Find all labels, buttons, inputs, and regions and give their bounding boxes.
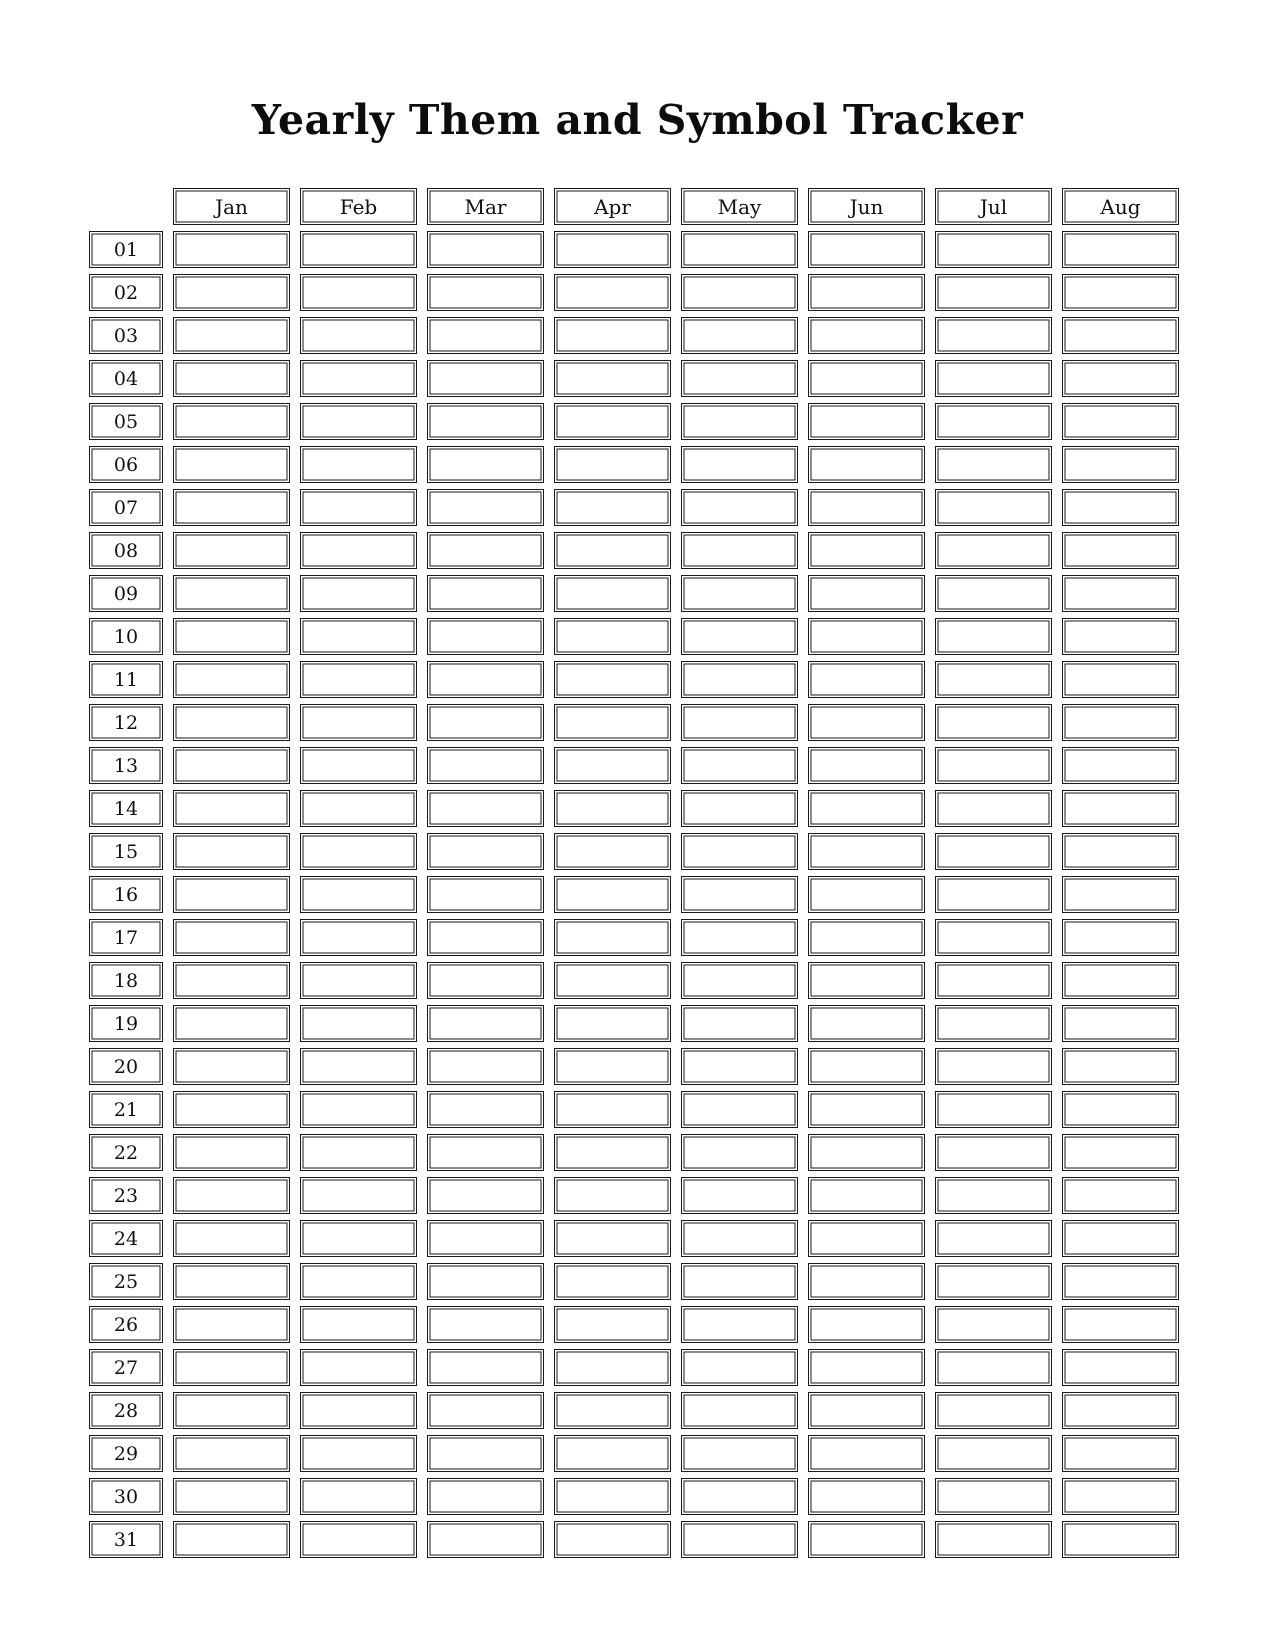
- day-label-07: 07: [89, 489, 163, 526]
- entry-cell-apr-04[interactable]: [554, 360, 671, 397]
- entry-cell-apr-05[interactable]: [554, 403, 671, 440]
- entry-cell-jul-11[interactable]: [935, 661, 1052, 698]
- entry-cell-aug-21[interactable]: [1062, 1091, 1179, 1128]
- entry-cell-jun-16[interactable]: [808, 876, 925, 913]
- entry-cell-mar-17[interactable]: [427, 919, 544, 956]
- entry-cell-jan-16[interactable]: [173, 876, 290, 913]
- entry-cell-jun-09[interactable]: [808, 575, 925, 612]
- entry-cell-mar-10[interactable]: [427, 618, 544, 655]
- entry-cell-may-03[interactable]: [681, 317, 798, 354]
- entry-cell-apr-09[interactable]: [554, 575, 671, 612]
- entry-cell-apr-07[interactable]: [554, 489, 671, 526]
- day-label-25: 25: [89, 1263, 163, 1300]
- month-header-jan: Jan: [173, 188, 290, 225]
- entry-cell-jan-07[interactable]: [173, 489, 290, 526]
- entry-cell-aug-08[interactable]: [1062, 532, 1179, 569]
- entry-cell-mar-27[interactable]: [427, 1349, 544, 1386]
- entry-cell-may-24[interactable]: [681, 1220, 798, 1257]
- entry-cell-feb-12[interactable]: [300, 704, 417, 741]
- entry-cell-mar-13[interactable]: [427, 747, 544, 784]
- entry-cell-jan-06[interactable]: [173, 446, 290, 483]
- entry-cell-feb-29[interactable]: [300, 1435, 417, 1472]
- page-title: Yearly Them and Symbol Tracker: [251, 96, 1024, 144]
- entry-cell-mar-29[interactable]: [427, 1435, 544, 1472]
- entry-cell-may-17[interactable]: [681, 919, 798, 956]
- entry-cell-jan-26[interactable]: [173, 1306, 290, 1343]
- entry-cell-apr-08[interactable]: [554, 532, 671, 569]
- entry-cell-may-19[interactable]: [681, 1005, 798, 1042]
- entry-cell-feb-20[interactable]: [300, 1048, 417, 1085]
- entry-cell-apr-20[interactable]: [554, 1048, 671, 1085]
- entry-cell-mar-04[interactable]: [427, 360, 544, 397]
- entry-cell-jul-31[interactable]: [935, 1521, 1052, 1558]
- entry-cell-may-02[interactable]: [681, 274, 798, 311]
- entry-cell-apr-18[interactable]: [554, 962, 671, 999]
- entry-cell-may-10[interactable]: [681, 618, 798, 655]
- entry-cell-mar-03[interactable]: [427, 317, 544, 354]
- day-label-20: 20: [89, 1048, 163, 1085]
- entry-cell-jul-26[interactable]: [935, 1306, 1052, 1343]
- day-label-08: 08: [89, 532, 163, 569]
- entry-cell-may-11[interactable]: [681, 661, 798, 698]
- entry-cell-jun-06[interactable]: [808, 446, 925, 483]
- entry-cell-feb-05[interactable]: [300, 403, 417, 440]
- entry-cell-aug-09[interactable]: [1062, 575, 1179, 612]
- entry-cell-jan-30[interactable]: [173, 1478, 290, 1515]
- entry-cell-mar-07[interactable]: [427, 489, 544, 526]
- day-label-11: 11: [89, 661, 163, 698]
- entry-cell-aug-24[interactable]: [1062, 1220, 1179, 1257]
- entry-cell-aug-28[interactable]: [1062, 1392, 1179, 1429]
- entry-cell-jul-25[interactable]: [935, 1263, 1052, 1300]
- entry-cell-may-26[interactable]: [681, 1306, 798, 1343]
- entry-cell-jan-03[interactable]: [173, 317, 290, 354]
- entry-cell-jul-12[interactable]: [935, 704, 1052, 741]
- entry-cell-mar-18[interactable]: [427, 962, 544, 999]
- month-header-jul: Jul: [935, 188, 1052, 225]
- entry-cell-feb-31[interactable]: [300, 1521, 417, 1558]
- entry-cell-apr-25[interactable]: [554, 1263, 671, 1300]
- entry-cell-jun-18[interactable]: [808, 962, 925, 999]
- entry-cell-jun-19[interactable]: [808, 1005, 925, 1042]
- day-label-06: 06: [89, 446, 163, 483]
- entry-cell-aug-31[interactable]: [1062, 1521, 1179, 1558]
- entry-cell-jan-05[interactable]: [173, 403, 290, 440]
- entry-cell-jun-10[interactable]: [808, 618, 925, 655]
- entry-cell-aug-30[interactable]: [1062, 1478, 1179, 1515]
- entry-cell-jul-04[interactable]: [935, 360, 1052, 397]
- entry-cell-jul-24[interactable]: [935, 1220, 1052, 1257]
- entry-cell-aug-01[interactable]: [1062, 231, 1179, 268]
- entry-cell-jan-11[interactable]: [173, 661, 290, 698]
- entry-cell-apr-24[interactable]: [554, 1220, 671, 1257]
- entry-cell-may-18[interactable]: [681, 962, 798, 999]
- day-label-02: 02: [89, 274, 163, 311]
- entry-cell-jun-08[interactable]: [808, 532, 925, 569]
- entry-cell-jun-28[interactable]: [808, 1392, 925, 1429]
- entry-cell-feb-08[interactable]: [300, 532, 417, 569]
- entry-cell-apr-12[interactable]: [554, 704, 671, 741]
- entry-cell-jul-06[interactable]: [935, 446, 1052, 483]
- entry-cell-mar-06[interactable]: [427, 446, 544, 483]
- entry-cell-apr-23[interactable]: [554, 1177, 671, 1214]
- entry-cell-feb-06[interactable]: [300, 446, 417, 483]
- day-label-26: 26: [89, 1306, 163, 1343]
- entry-cell-aug-29[interactable]: [1062, 1435, 1179, 1472]
- day-label-04: 04: [89, 360, 163, 397]
- entry-cell-jan-12[interactable]: [173, 704, 290, 741]
- month-header-mar: Mar: [427, 188, 544, 225]
- entry-cell-feb-27[interactable]: [300, 1349, 417, 1386]
- entry-cell-jun-02[interactable]: [808, 274, 925, 311]
- entry-cell-mar-05[interactable]: [427, 403, 544, 440]
- entry-cell-apr-15[interactable]: [554, 833, 671, 870]
- entry-cell-may-01[interactable]: [681, 231, 798, 268]
- entry-cell-jan-20[interactable]: [173, 1048, 290, 1085]
- entry-cell-aug-10[interactable]: [1062, 618, 1179, 655]
- entry-cell-jan-29[interactable]: [173, 1435, 290, 1472]
- entry-cell-jul-01[interactable]: [935, 231, 1052, 268]
- entry-cell-feb-26[interactable]: [300, 1306, 417, 1343]
- entry-cell-apr-11[interactable]: [554, 661, 671, 698]
- day-label-19: 19: [89, 1005, 163, 1042]
- entry-cell-aug-17[interactable]: [1062, 919, 1179, 956]
- entry-cell-jan-22[interactable]: [173, 1134, 290, 1171]
- entry-cell-may-27[interactable]: [681, 1349, 798, 1386]
- entry-cell-may-20[interactable]: [681, 1048, 798, 1085]
- entry-cell-jan-23[interactable]: [173, 1177, 290, 1214]
- entry-cell-feb-18[interactable]: [300, 962, 417, 999]
- day-label-15: 15: [89, 833, 163, 870]
- entry-cell-jan-04[interactable]: [173, 360, 290, 397]
- day-label-05: 05: [89, 403, 163, 440]
- entry-cell-apr-16[interactable]: [554, 876, 671, 913]
- entry-cell-mar-08[interactable]: [427, 532, 544, 569]
- entry-cell-may-12[interactable]: [681, 704, 798, 741]
- entry-cell-apr-10[interactable]: [554, 618, 671, 655]
- entry-cell-aug-15[interactable]: [1062, 833, 1179, 870]
- entry-cell-aug-25[interactable]: [1062, 1263, 1179, 1300]
- entry-cell-jan-17[interactable]: [173, 919, 290, 956]
- entry-cell-jun-25[interactable]: [808, 1263, 925, 1300]
- entry-cell-mar-09[interactable]: [427, 575, 544, 612]
- entry-cell-mar-14[interactable]: [427, 790, 544, 827]
- entry-cell-may-04[interactable]: [681, 360, 798, 397]
- entry-cell-feb-14[interactable]: [300, 790, 417, 827]
- entry-cell-jul-09[interactable]: [935, 575, 1052, 612]
- day-label-29: 29: [89, 1435, 163, 1472]
- entry-cell-feb-19[interactable]: [300, 1005, 417, 1042]
- day-label-23: 23: [89, 1177, 163, 1214]
- entry-cell-jul-22[interactable]: [935, 1134, 1052, 1171]
- entry-cell-aug-14[interactable]: [1062, 790, 1179, 827]
- entry-cell-feb-07[interactable]: [300, 489, 417, 526]
- entry-cell-jul-30[interactable]: [935, 1478, 1052, 1515]
- entry-cell-jun-23[interactable]: [808, 1177, 925, 1214]
- entry-cell-may-07[interactable]: [681, 489, 798, 526]
- entry-cell-may-23[interactable]: [681, 1177, 798, 1214]
- entry-cell-jun-22[interactable]: [808, 1134, 925, 1171]
- entry-cell-mar-28[interactable]: [427, 1392, 544, 1429]
- day-label-03: 03: [89, 317, 163, 354]
- entry-cell-mar-16[interactable]: [427, 876, 544, 913]
- month-header-aug: Aug: [1062, 188, 1179, 225]
- entry-cell-jul-16[interactable]: [935, 876, 1052, 913]
- entry-cell-feb-21[interactable]: [300, 1091, 417, 1128]
- entry-cell-may-05[interactable]: [681, 403, 798, 440]
- entry-cell-jan-18[interactable]: [173, 962, 290, 999]
- entry-cell-aug-02[interactable]: [1062, 274, 1179, 311]
- entry-cell-feb-16[interactable]: [300, 876, 417, 913]
- entry-cell-feb-22[interactable]: [300, 1134, 417, 1171]
- entry-cell-feb-04[interactable]: [300, 360, 417, 397]
- entry-cell-jan-31[interactable]: [173, 1521, 290, 1558]
- entry-cell-jun-05[interactable]: [808, 403, 925, 440]
- entry-cell-feb-09[interactable]: [300, 575, 417, 612]
- entry-cell-aug-23[interactable]: [1062, 1177, 1179, 1214]
- entry-cell-jan-01[interactable]: [173, 231, 290, 268]
- entry-cell-may-06[interactable]: [681, 446, 798, 483]
- month-header-jun: Jun: [808, 188, 925, 225]
- entry-cell-jan-15[interactable]: [173, 833, 290, 870]
- entry-cell-feb-15[interactable]: [300, 833, 417, 870]
- entry-cell-aug-04[interactable]: [1062, 360, 1179, 397]
- entry-cell-mar-02[interactable]: [427, 274, 544, 311]
- entry-cell-feb-30[interactable]: [300, 1478, 417, 1515]
- entry-cell-jul-03[interactable]: [935, 317, 1052, 354]
- entry-cell-jun-21[interactable]: [808, 1091, 925, 1128]
- entry-cell-apr-06[interactable]: [554, 446, 671, 483]
- entry-cell-may-29[interactable]: [681, 1435, 798, 1472]
- entry-cell-apr-19[interactable]: [554, 1005, 671, 1042]
- entry-cell-jul-15[interactable]: [935, 833, 1052, 870]
- entry-cell-jun-29[interactable]: [808, 1435, 925, 1472]
- entry-cell-jul-08[interactable]: [935, 532, 1052, 569]
- entry-cell-jul-21[interactable]: [935, 1091, 1052, 1128]
- entry-cell-may-28[interactable]: [681, 1392, 798, 1429]
- entry-cell-feb-17[interactable]: [300, 919, 417, 956]
- entry-cell-jul-18[interactable]: [935, 962, 1052, 999]
- entry-cell-aug-11[interactable]: [1062, 661, 1179, 698]
- entry-cell-mar-25[interactable]: [427, 1263, 544, 1300]
- entry-cell-feb-23[interactable]: [300, 1177, 417, 1214]
- entry-cell-apr-03[interactable]: [554, 317, 671, 354]
- entry-cell-may-31[interactable]: [681, 1521, 798, 1558]
- entry-cell-aug-12[interactable]: [1062, 704, 1179, 741]
- entry-cell-jan-25[interactable]: [173, 1263, 290, 1300]
- entry-cell-mar-23[interactable]: [427, 1177, 544, 1214]
- entry-cell-jan-19[interactable]: [173, 1005, 290, 1042]
- entry-cell-jan-10[interactable]: [173, 618, 290, 655]
- entry-cell-jun-14[interactable]: [808, 790, 925, 827]
- entry-cell-mar-24[interactable]: [427, 1220, 544, 1257]
- entry-cell-jun-30[interactable]: [808, 1478, 925, 1515]
- entry-cell-mar-15[interactable]: [427, 833, 544, 870]
- day-label-24: 24: [89, 1220, 163, 1257]
- day-label-14: 14: [89, 790, 163, 827]
- entry-cell-jan-02[interactable]: [173, 274, 290, 311]
- entry-cell-jul-29[interactable]: [935, 1435, 1052, 1472]
- entry-cell-jun-31[interactable]: [808, 1521, 925, 1558]
- entry-cell-feb-01[interactable]: [300, 231, 417, 268]
- entry-cell-jul-10[interactable]: [935, 618, 1052, 655]
- entry-cell-jun-01[interactable]: [808, 231, 925, 268]
- entry-cell-jun-26[interactable]: [808, 1306, 925, 1343]
- entry-cell-jul-13[interactable]: [935, 747, 1052, 784]
- entry-cell-apr-14[interactable]: [554, 790, 671, 827]
- day-label-31: 31: [89, 1521, 163, 1558]
- entry-cell-jul-27[interactable]: [935, 1349, 1052, 1386]
- entry-cell-jun-03[interactable]: [808, 317, 925, 354]
- day-label-09: 09: [89, 575, 163, 612]
- entry-cell-feb-03[interactable]: [300, 317, 417, 354]
- entry-cell-apr-02[interactable]: [554, 274, 671, 311]
- entry-cell-jan-08[interactable]: [173, 532, 290, 569]
- grid-corner: [89, 188, 163, 225]
- day-label-01: 01: [89, 231, 163, 268]
- tracker-grid: [89, 188, 1179, 1558]
- entry-cell-jul-02[interactable]: [935, 274, 1052, 311]
- entry-cell-mar-11[interactable]: [427, 661, 544, 698]
- entry-cell-may-09[interactable]: [681, 575, 798, 612]
- entry-cell-mar-26[interactable]: [427, 1306, 544, 1343]
- entry-cell-may-15[interactable]: [681, 833, 798, 870]
- entry-cell-jun-07[interactable]: [808, 489, 925, 526]
- entry-cell-jul-23[interactable]: [935, 1177, 1052, 1214]
- entry-cell-jun-11[interactable]: [808, 661, 925, 698]
- entry-cell-may-30[interactable]: [681, 1478, 798, 1515]
- entry-cell-may-16[interactable]: [681, 876, 798, 913]
- entry-cell-aug-26[interactable]: [1062, 1306, 1179, 1343]
- entry-cell-apr-26[interactable]: [554, 1306, 671, 1343]
- entry-cell-jan-21[interactable]: [173, 1091, 290, 1128]
- day-label-22: 22: [89, 1134, 163, 1171]
- entry-cell-apr-27[interactable]: [554, 1349, 671, 1386]
- entry-cell-feb-11[interactable]: [300, 661, 417, 698]
- entry-cell-jun-20[interactable]: [808, 1048, 925, 1085]
- entry-cell-mar-30[interactable]: [427, 1478, 544, 1515]
- entry-cell-jul-14[interactable]: [935, 790, 1052, 827]
- entry-cell-aug-07[interactable]: [1062, 489, 1179, 526]
- entry-cell-aug-22[interactable]: [1062, 1134, 1179, 1171]
- entry-cell-jan-14[interactable]: [173, 790, 290, 827]
- day-label-21: 21: [89, 1091, 163, 1128]
- entry-cell-apr-17[interactable]: [554, 919, 671, 956]
- entry-cell-apr-13[interactable]: [554, 747, 671, 784]
- entry-cell-mar-31[interactable]: [427, 1521, 544, 1558]
- entry-cell-feb-10[interactable]: [300, 618, 417, 655]
- entry-cell-jun-15[interactable]: [808, 833, 925, 870]
- entry-cell-mar-19[interactable]: [427, 1005, 544, 1042]
- entry-cell-aug-20[interactable]: [1062, 1048, 1179, 1085]
- day-label-27: 27: [89, 1349, 163, 1386]
- month-header-apr: Apr: [554, 188, 671, 225]
- entry-cell-jan-09[interactable]: [173, 575, 290, 612]
- entry-cell-may-13[interactable]: [681, 747, 798, 784]
- entry-cell-jul-28[interactable]: [935, 1392, 1052, 1429]
- entry-cell-apr-30[interactable]: [554, 1478, 671, 1515]
- day-label-12: 12: [89, 704, 163, 741]
- entry-cell-apr-29[interactable]: [554, 1435, 671, 1472]
- entry-cell-jun-04[interactable]: [808, 360, 925, 397]
- day-label-10: 10: [89, 618, 163, 655]
- entry-cell-apr-21[interactable]: [554, 1091, 671, 1128]
- entry-cell-feb-13[interactable]: [300, 747, 417, 784]
- entry-cell-apr-28[interactable]: [554, 1392, 671, 1429]
- entry-cell-jun-27[interactable]: [808, 1349, 925, 1386]
- entry-cell-jul-07[interactable]: [935, 489, 1052, 526]
- entry-cell-jan-27[interactable]: [173, 1349, 290, 1386]
- entry-cell-aug-27[interactable]: [1062, 1349, 1179, 1386]
- entry-cell-jul-17[interactable]: [935, 919, 1052, 956]
- entry-cell-feb-25[interactable]: [300, 1263, 417, 1300]
- month-header-may: May: [681, 188, 798, 225]
- entry-cell-mar-12[interactable]: [427, 704, 544, 741]
- entry-cell-apr-22[interactable]: [554, 1134, 671, 1171]
- entry-cell-aug-16[interactable]: [1062, 876, 1179, 913]
- entry-cell-jun-12[interactable]: [808, 704, 925, 741]
- entry-cell-mar-21[interactable]: [427, 1091, 544, 1128]
- entry-cell-mar-20[interactable]: [427, 1048, 544, 1085]
- day-label-28: 28: [89, 1392, 163, 1429]
- entry-cell-jan-13[interactable]: [173, 747, 290, 784]
- entry-cell-mar-01[interactable]: [427, 231, 544, 268]
- entry-cell-may-14[interactable]: [681, 790, 798, 827]
- entry-cell-jan-24[interactable]: [173, 1220, 290, 1257]
- entry-cell-jul-20[interactable]: [935, 1048, 1052, 1085]
- entry-cell-jul-19[interactable]: [935, 1005, 1052, 1042]
- entry-cell-jun-13[interactable]: [808, 747, 925, 784]
- day-label-30: 30: [89, 1478, 163, 1515]
- entry-cell-apr-31[interactable]: [554, 1521, 671, 1558]
- entry-cell-aug-19[interactable]: [1062, 1005, 1179, 1042]
- entry-cell-jun-17[interactable]: [808, 919, 925, 956]
- entry-cell-aug-06[interactable]: [1062, 446, 1179, 483]
- entry-cell-jul-05[interactable]: [935, 403, 1052, 440]
- entry-cell-aug-13[interactable]: [1062, 747, 1179, 784]
- entry-cell-may-22[interactable]: [681, 1134, 798, 1171]
- entry-cell-feb-02[interactable]: [300, 274, 417, 311]
- entry-cell-jun-24[interactable]: [808, 1220, 925, 1257]
- day-label-13: 13: [89, 747, 163, 784]
- day-label-16: 16: [89, 876, 163, 913]
- entry-cell-feb-24[interactable]: [300, 1220, 417, 1257]
- entry-cell-feb-28[interactable]: [300, 1392, 417, 1429]
- month-header-feb: Feb: [300, 188, 417, 225]
- entry-cell-aug-05[interactable]: [1062, 403, 1179, 440]
- entry-cell-mar-22[interactable]: [427, 1134, 544, 1171]
- entry-cell-may-08[interactable]: [681, 532, 798, 569]
- entry-cell-may-25[interactable]: [681, 1263, 798, 1300]
- entry-cell-may-21[interactable]: [681, 1091, 798, 1128]
- entry-cell-aug-03[interactable]: [1062, 317, 1179, 354]
- entry-cell-jan-28[interactable]: [173, 1392, 290, 1429]
- day-label-17: 17: [89, 919, 163, 956]
- day-label-18: 18: [89, 962, 163, 999]
- entry-cell-aug-18[interactable]: [1062, 962, 1179, 999]
- entry-cell-apr-01[interactable]: [554, 231, 671, 268]
